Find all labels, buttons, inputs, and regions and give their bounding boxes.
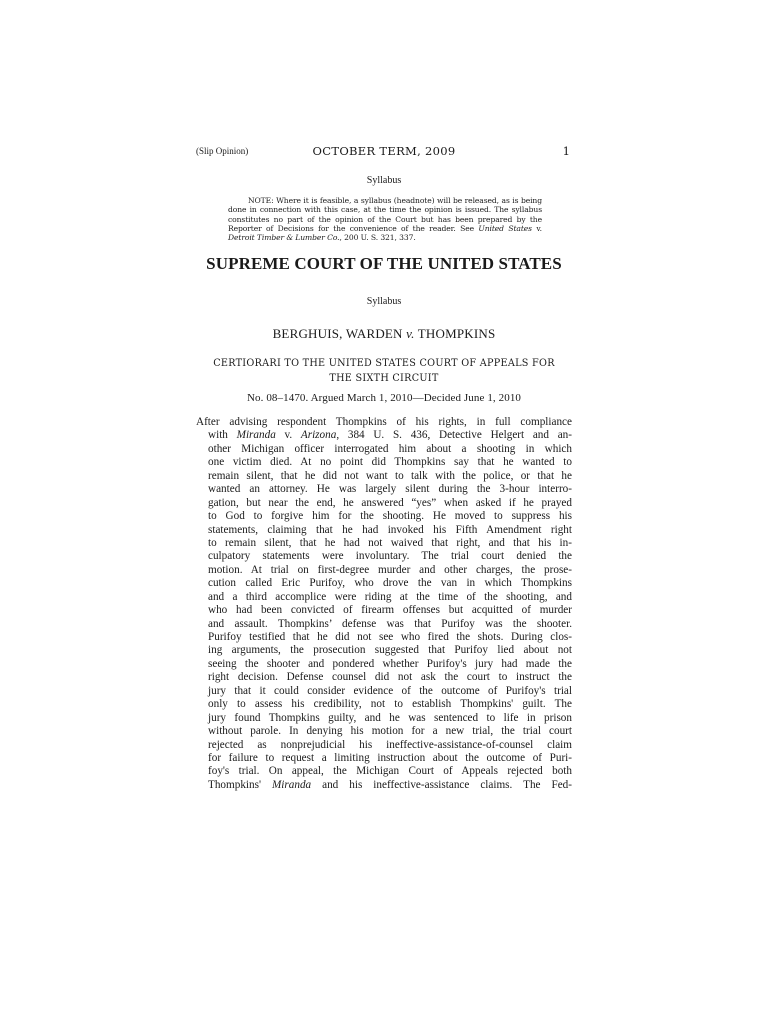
page-header xyxy=(196,144,572,160)
body-line: only to assess his credibility, not to establish Thompkins' guilt. The xyxy=(208,698,572,711)
body-line: right decision. Defense counsel did not ask the court to instruct the xyxy=(208,671,572,684)
body-line: remain silent, that he did not want to talk with the police, or that he xyxy=(208,469,572,482)
certiorari-line: THE SIXTH CIRCUIT xyxy=(329,371,439,384)
body-line: cution called Eric Purifoy, who drove the van in which Thompkins xyxy=(208,577,572,590)
body-line: without parole. In denying his motion for a new trial, the trial court xyxy=(208,725,572,738)
body-line: wanted an attorney. He was largely silent during the 3-hour interro- xyxy=(208,483,572,496)
slip-opinion-label: (Slip Opinion) xyxy=(196,146,249,156)
body-line: and a third accomplice were riding at the time of the shooting, and xyxy=(208,590,572,603)
body-line: for failure to request a limiting instruction about the outcome of Puri- xyxy=(208,751,572,764)
body-line: who had been convicted of firearm offenses but acquitted of murder xyxy=(208,604,572,617)
body-line: motion. At trial on first-degree murder and other charges, the prose- xyxy=(208,563,572,576)
certiorari-line: CERTIORARI TO THE UNITED STATES COURT OF APPEALS FOR xyxy=(213,357,555,369)
certiorari-caption xyxy=(211,356,557,385)
body-line: ing arguments, the prosecution suggested that Purifoy lied about not xyxy=(208,644,572,657)
syllabus-note xyxy=(228,196,542,242)
body-line: jury that it could consider evidence of the outcome of Purifoy's trial xyxy=(208,684,572,697)
case-name-respondent: THOMPKINS xyxy=(414,326,496,341)
body-line: gation, but near the end, he answered “yes” when asked if he prayed xyxy=(208,496,572,509)
note-case-name: United States xyxy=(478,223,532,233)
body-line: to remain silent, that he had not waived that right, and that his in- xyxy=(208,536,572,549)
body-line: Thompkins' Miranda and his ineffective-assistance claims. The Fed- xyxy=(208,778,572,791)
case-name-versus: v. xyxy=(406,326,415,341)
body-line: one victim died. At no point did Thompkins say that he wanted to xyxy=(208,456,572,469)
page-number: 1 xyxy=(562,144,570,158)
note-text: NOTE: Where it is feasible, a syllabus (headnote) will be released, as is being done in connection with this case, at the time the opinion is issued. The syllabus constitutes no part of the opinion of the Court but has been prepared by the Reporter of Decisions for the convenience of the reader. See xyxy=(228,196,542,233)
body-line: jury found Thompkins guilty, and he was sentenced to life in prison xyxy=(208,711,572,724)
court-title: SUPREME COURT OF THE UNITED STATES xyxy=(206,254,562,273)
syllabus-header: Syllabus xyxy=(366,175,402,186)
body-line: seeing the shooter and pondered whether Purifoy's jury had made the xyxy=(208,657,572,670)
note-versus: v. xyxy=(531,223,542,233)
case-name-petitioner: BERGHUIS, WARDEN xyxy=(272,326,407,341)
note-case-name-2: Detroit Timber & Lumber Co. xyxy=(228,233,340,243)
note-citation: , 200 U. S. 321, 337. xyxy=(339,233,416,243)
body-line: and assault. Thompkins’ defense was that Purifoy was the shooter. xyxy=(208,617,572,630)
docket-line: No. 08–1470. Argued March 1, 2010—Decided June 1, 2010 xyxy=(246,392,522,404)
body-line: foy's trial. On appeal, the Michigan Court of Appeals rejected both xyxy=(208,765,572,778)
syllabus-body xyxy=(196,416,572,792)
syllabus-heading: Syllabus xyxy=(366,296,402,307)
body-line: culpatory statements were involuntary. The trial court denied the xyxy=(208,550,572,563)
body-line: After advising respondent Thompkins of his rights, in full compliance xyxy=(196,416,572,428)
body-line: to God to forgive him for the shooting. He moved to suppress his xyxy=(208,510,572,523)
case-name xyxy=(196,326,572,342)
term-label: OCTOBER TERM, 2009 xyxy=(312,144,456,158)
body-line: rejected as nonprejudicial his ineffective-assistance-of-counsel claim xyxy=(208,738,572,751)
body-line: with Miranda v. Arizona, 384 U. S. 436, Detective Helgert and an- xyxy=(208,429,572,442)
body-line: other Michigan officer interrogated him about a shooting in which xyxy=(208,442,572,455)
body-line: Purifoy testified that he did not see who fired the shots. During clos- xyxy=(208,631,572,643)
body-line: statements, claiming that he had invoked his Fifth Amendment right xyxy=(208,523,572,536)
